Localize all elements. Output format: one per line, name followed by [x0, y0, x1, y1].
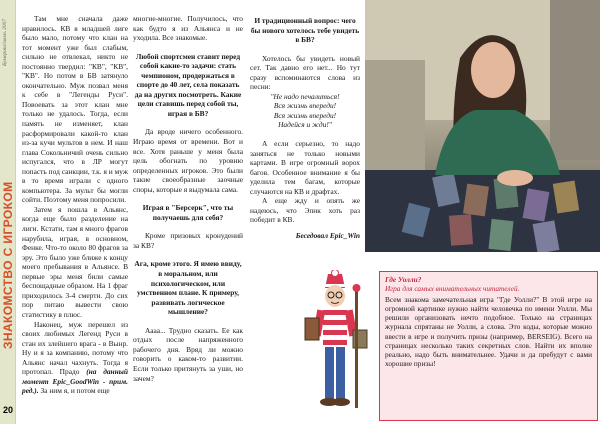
- issue-label: Бумеранг/июль 2007: [2, 18, 8, 66]
- signature: Беседовал Epic_Win: [295, 230, 360, 240]
- paragraph-text: Наконец, муж перешел из своих любимых Легенд Руси в стан их злейшего врага - в Вынр. Ну и я за компанию, потому что Альянс начал чахнуть. Тогда я протопал. Прадо: [22, 319, 128, 377]
- text-column-2: [133, 14, 243, 383]
- box-title: Где Уолли?: [385, 275, 422, 284]
- photo-illustration: [365, 0, 600, 252]
- interview-question: И традиционный вопрос: чего бы нового хотелось тебе увидеть в БВ?: [250, 16, 360, 45]
- waldo-illustration: [295, 270, 377, 420]
- paragraph-text: За ним я, и потом еще: [40, 386, 110, 396]
- paragraph: Да вроде ничего особенного. Играю время от времени. Вот и все. Хотя раньше у меня была цель обогнать по уровню определенных игроков. Это были такие своеобразные заочные споры, которые я выдумала сама.: [133, 127, 243, 194]
- paragraph: [22, 320, 128, 396]
- paragraph: многие-многие. Получилось, что как будто я из Альянса и не уходила. Все знакомые.: [133, 14, 243, 43]
- waldo-icon: [295, 270, 377, 420]
- box-body: Всем знакома замечательная игра "Где Уолли?" В этой игре на огромной картинке нужно найти человечка по имени Уолли. Мы решили организовать нечто подобное. Только на страницах журнала спрятаны не Уолли, а слова. Это коды, которые можно ввести в игре и получить призы (например, BERSEIG). Всего на страницах несколько таких секретных слов. Найти их вполне реально, надо быть внимательнее. Удачи и да пребудут с вами хорошие призы!: [385, 295, 592, 368]
- page-number: 20: [2, 405, 13, 415]
- player-photo: [365, 0, 600, 252]
- interview-question: Ага, кроме этого. Я имею ввиду, в моральном, или психологическом, или умственном плане. К примеру, развивать логическое мышление?: [134, 259, 242, 317]
- paragraph: Затем я пошла в Альянс, когда еще было разделение на лиги. Кстати, там я много фрагов нарубила, играя, в основном, Фенке. Что-то около 80 фрагов за эру. Это было уже ближе к концу моего пребывания в Альянсе. В первые эры меня били самые беспощадные образом. На 1 фраг приходилось 3-4 смерти. До сих пор питаю вывести свою статистику в плюс.: [22, 204, 128, 319]
- poem-line: Вся жизнь впереди!: [273, 101, 337, 111]
- poem-line: Надейся и жди!": [278, 120, 332, 130]
- paragraph: А если серьезно, то надо заняться не только новыми картами. В игре огромный ворох багов. Особенное внимание я бы уделила тем багам, которые случаются на КВ и драфтах.: [250, 139, 360, 196]
- paragraph: Там мне сначала даже нравилось. КВ в младшей лиге было мало, потому что клан на тот момент уже был слабым, сильно не отвлекал, никто не постоянно твердил: "КВ", "КВ", "КВ". Но потом в БВ затянуло окончательно. Муж позвал меня к себе в "Легенды Руси". Повоевать за этот клан мне только не удалось. Тогда, если память не изменяет, клан расформировали какой-то клан из-за кучи мультов в нем. И наш глава Сокольничий очень сильно испугался, что в ЛР могут попасть под санкции, т.к. я и муж в то время играли с одного компьютера. За мульт бы могли сойти. Поэтому меня попросили.: [22, 14, 128, 205]
- paragraph: Аааа... Трудно сказать. Ее как отдых после напряженного рабочего дня. Вряд ли можно говорить о каком-то развитии. Если только притянуть за уши, но зачем?: [133, 325, 243, 383]
- box-subtitle: Игра для самых внимательных читателей.: [385, 284, 520, 294]
- editor-note: (на данный момент Epic_GoodWin - прим. ред.).: [22, 367, 128, 396]
- interview-question: Играя в "Берсерк", что ты получаешь для себя?: [142, 203, 234, 222]
- section-title: ЗНАКОМСТВО С ИГРОКОМ: [1, 181, 15, 349]
- text-column-1: [22, 14, 128, 396]
- poem-line: "Не надо печалиться!: [270, 91, 340, 101]
- paragraph: Кроме призовых кронудений за КВ?: [133, 231, 243, 250]
- sidebar: [0, 0, 16, 424]
- where-is-wally-box: [379, 271, 598, 421]
- poem-line: Вся жизнь впереди!: [273, 110, 337, 120]
- text-column-3: [250, 16, 360, 240]
- paragraph: А еще жду и опять же надеюсь, что Эпик хоть раз победит в КВ.: [250, 196, 360, 225]
- paragraph: Хотелось бы увидеть новый сет. Так давно его нет... Но тут сразу вспоминаются слова из песни:: [250, 53, 360, 92]
- interview-question: Любой спортсмен ставит перед собой какие-то задачи: стать чемпионом, продержаться в спорте до 40 лет, села показать да на других посмотреть. Какие цели ставишь перед собой ты, играя в БВ?: [134, 51, 242, 118]
